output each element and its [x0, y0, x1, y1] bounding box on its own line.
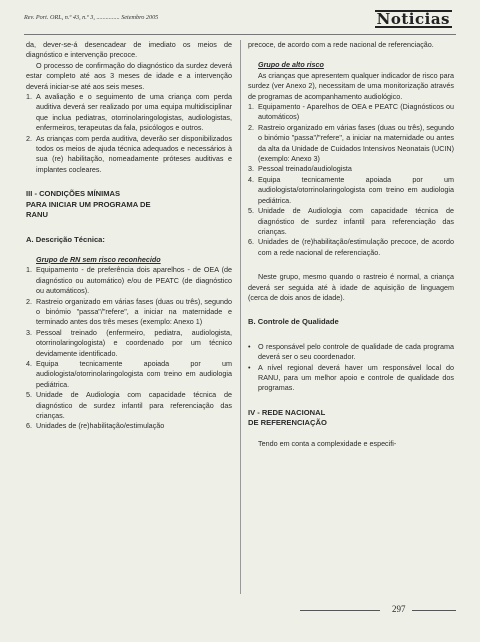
section-heading-line: RANU	[26, 210, 48, 220]
footer-rule	[300, 610, 380, 611]
list-text: Unidades de (re)habilitação/estimulação precoce, de acordo com a rede nacional de referenciação.	[258, 237, 454, 257]
group-heading: Grupo de alto risco	[258, 60, 324, 70]
right-column	[248, 40, 454, 449]
list-text: Rastreio organizado em várias fases (duas ou três), segundo o binómio "passa"/"refere", a iniciar na maternidade ou antes da alta da Unidade de Cuidados Intensivos Neonatais (UCIN) (exemplo: Anexo 3)	[258, 122, 454, 164]
list-number: 6.	[248, 237, 254, 247]
list-text: Equipa tecnicamente apoiada por um audiologista/otorrinolaringologista com treino em audiologia pediátrica.	[258, 174, 454, 205]
list-text: A avaliação e o seguimento de uma criança com perda auditiva deverá ser realizado por uma equipa multidisciplinar que inclua pediatras, otorrinolaringologistas, audiologistas, enfermeiros, terapeutas da fala, psicólogos e outros.	[36, 92, 232, 133]
list-item	[26, 134, 232, 176]
list-text: Equipamento - Aparelhos de OEA e PEATC (Diagnósticos ou automáticos)	[258, 102, 454, 122]
subsection-heading: B. Controle de Qualidade	[248, 317, 339, 327]
list-number: 4.	[248, 174, 254, 184]
page-footer	[300, 604, 456, 616]
list-number: 4.	[26, 358, 32, 368]
list-item	[26, 92, 232, 134]
list-number: 1.	[26, 92, 32, 102]
column-divider	[240, 40, 241, 594]
list-item	[26, 297, 232, 328]
list-text: Unidade de Audiologia com capacidade técnica de diagnóstico de surdez infantil para referenciação das crianças.	[258, 206, 454, 236]
list-item	[26, 328, 232, 359]
section-heading-line: IV - REDE NACIONAL	[248, 407, 326, 417]
list-text: As crianças com perda auditiva, deverão ser disponibilizados todos os meios de ajuda técnica adequados e necessários à sua (re) habilitação, nomeadamente próteses auditivas e implantes cocleares.	[36, 133, 232, 174]
bullet-item: • A nível regional deverá haver um responsável local do RANU, para um melhor apoio e controle de qualidade dos programas.	[248, 362, 454, 393]
list-number: 2.	[26, 296, 32, 306]
list-item	[26, 390, 232, 421]
list-text: Pessoal treinado (enfermeiro, pediatra, audiologista, otorrinolaringologista) e coordenado por um técnico devidamente identificado.	[36, 327, 232, 358]
section-heading	[26, 189, 232, 220]
list-item	[248, 164, 454, 174]
paragraph: As crianças que apresentem qualquer indicador de risco para surdez (ver Anexo 2), necessitam de uma monitorização através de programas de acompanhamento audiológico.	[248, 70, 454, 101]
footer-rule	[412, 610, 456, 611]
section-heading-line: PARA INICIAR UM PROGRAMA DE	[26, 199, 151, 209]
left-column	[26, 40, 232, 432]
list-item	[248, 206, 454, 237]
subsection-heading: A. Descrição Técnica:	[26, 234, 105, 244]
list-item	[248, 175, 454, 206]
bullet-text: A nível regional deverá haver um responsável local do RANU, para um melhor apoio e controle de qualidade dos programas.	[258, 362, 454, 393]
list-text: Pessoal treinado/audiologista	[258, 164, 352, 174]
group-heading: Grupo de RN sem risco reconhecido	[36, 254, 161, 264]
list-text: Equipamento - de preferência dois aparelhos - de OEA (de diagnóstico ou automático) e/ou de PEATC (de diagnóstico ou automáticos).	[36, 265, 232, 296]
list-number: 3.	[248, 164, 254, 174]
paragraph: O processo de confirmação do diagnóstico da surdez deverá estar completo até aos 3 meses de idade e a intervenção deverá iniciar-se até aos seis meses.	[26, 60, 232, 91]
paragraph: Neste grupo, mesmo quando o rastreio é normal, a criança deverá ser seguida até à idade de aquisição de linguagem (cerca de dois anos de idade).	[248, 272, 454, 302]
paragraph: precoce, de acordo com a rede nacional de referenciação.	[248, 40, 434, 49]
list-number: 2.	[26, 133, 32, 143]
section-heading-line: DE REFERENCIAÇÃO	[248, 418, 327, 428]
list-number: 2.	[248, 122, 254, 132]
paragraph: Tendo em conta a complexidade e especifi-	[258, 438, 397, 448]
list-item	[26, 359, 232, 390]
list-item	[26, 421, 232, 431]
paragraph: da, dever-se-á desencadear de imediato os meios de diagnóstico e intervenção precoce.	[26, 40, 232, 60]
list-text: Unidade de Audiologia com capacidade técnica de diagnóstico de surdez infantil para referenciação das crianças.	[36, 390, 232, 420]
list-item	[248, 102, 454, 123]
list-item	[248, 123, 454, 165]
section-heading-line: III - CONDIÇÕES MÍNIMAS	[26, 189, 121, 199]
list-number: 1.	[248, 102, 254, 112]
list-number: 5.	[26, 390, 32, 400]
bullet-text: O responsável pelo controle de qualidade de cada programa deverá ser o seu coordenador.	[258, 341, 454, 362]
list-text: Equipa tecnicamente apoiada por um audiologista/otorrinolaringologista com treino em audiologia pediátrica.	[36, 358, 232, 389]
journal-reference: Rev. Port. ORL, n.º 43, n.º 3, ............... Setembro 2005	[24, 14, 159, 21]
list-number: 6.	[26, 421, 32, 431]
list-number: 5.	[248, 206, 254, 216]
header-rule	[24, 34, 456, 35]
page-header	[24, 6, 456, 36]
list-text: Rastreio organizado em várias fases (duas ou três), segundo o binómio "passa"/"refere", a iniciar na maternidade e terminado antes dos três meses (exemplo: Anexo 1)	[36, 296, 232, 327]
list-text: Unidades de (re)habilitação/estimulação	[36, 421, 165, 431]
bullet-item: • O responsável pelo controle de qualidade de cada programa deverá ser o seu coordenador.	[248, 341, 454, 362]
list-number: 1.	[26, 265, 32, 275]
section-logo: Noticias	[376, 10, 450, 28]
section-heading	[248, 408, 454, 429]
list-item	[26, 265, 232, 296]
list-number: 3.	[26, 327, 32, 337]
list-item	[248, 237, 454, 258]
page-number: 297	[392, 604, 406, 614]
